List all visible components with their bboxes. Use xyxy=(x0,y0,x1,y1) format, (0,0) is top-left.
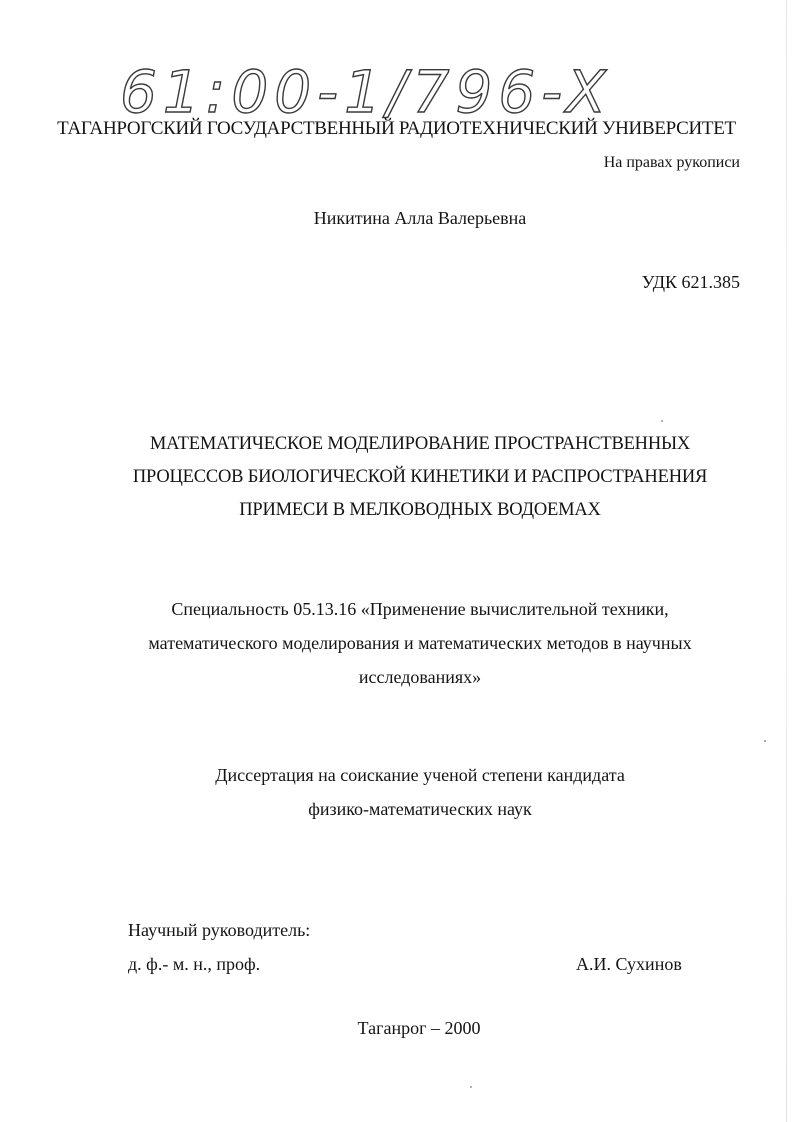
udk-code: УДК 621.385 xyxy=(641,272,740,292)
degree-statement xyxy=(120,758,720,826)
university-name: ТАГАНРОГСКИЙ ГОСУДАРСТВЕННЫЙ РАДИОТЕХНИЧЕСКИЙ УНИВЕРСИТЕТ xyxy=(57,118,736,139)
dissertation-title xyxy=(100,428,740,527)
title-line: МАТЕМАТИЧЕСКОЕ МОДЕЛИРОВАНИЕ ПРОСТРАНСТВЕННЫХ xyxy=(149,434,691,454)
scan-edge-line xyxy=(786,0,787,1122)
supervisor-degree: д. ф.- м. н., проф. xyxy=(128,954,261,974)
specialty-line: Специальность 05.13.16 «Применение вычислительной техники, xyxy=(171,599,669,619)
manuscript-rights-note: На правах рукописи xyxy=(603,154,740,171)
title-line: ПРОЦЕССОВ БИОЛОГИЧЕСКОЙ КИНЕТИКИ И РАСПРОСТРАНЕНИЯ xyxy=(132,467,708,487)
specialty-line: математического моделирования и математических методов в научных xyxy=(148,633,692,653)
scan-speck xyxy=(764,740,766,742)
scan-speck xyxy=(470,1086,472,1088)
author-name: Никитина Алла Валерьевна xyxy=(313,208,527,228)
handwritten-mark-text: 61:00-1/796-X xyxy=(120,58,612,126)
city-and-year: Таганрог – 2000 xyxy=(357,1018,481,1038)
specialty-block xyxy=(120,592,720,694)
degree-line: физико-математических наук xyxy=(308,799,532,819)
degree-line: Диссертация на соискание ученой степени кандидата xyxy=(215,765,625,785)
supervisor-name: А.И. Сухинов xyxy=(576,954,682,974)
supervisor-label: Научный руководитель: xyxy=(128,920,311,940)
specialty-line: исследованиях» xyxy=(358,667,482,687)
title-line: ПРИМЕСИ В МЕЛКОВОДНЫХ ВОДОЕМАХ xyxy=(239,500,601,520)
scan-speck xyxy=(661,420,663,422)
